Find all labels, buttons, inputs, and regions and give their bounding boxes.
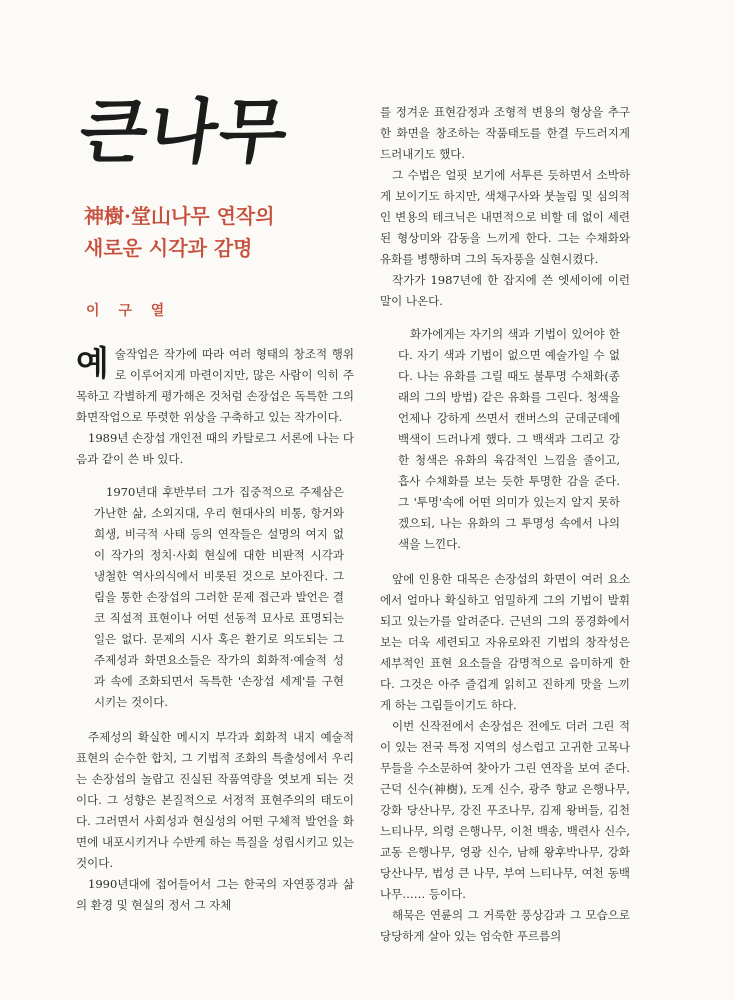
- left-paragraph-2: 1989년 손장섭 개인전 때의 카탈로그 서론에 나는 다음과 같이 쓴 바 있다.: [76, 431, 354, 466]
- right-paragraph-2: 그 수법은 얼핏 보기에 서투른 듯하면서 소박하게 보이기도 하지만, 색채구사와 붓놀림 및 심의적인 변용의 테크닉은 내면적으로 비할 데 없이 세련된 형상미와 감동을 느끼게 한다. 그는 수채화와 유화를 병행하며 그의 독자풍을 실현시켰다.: [380, 168, 630, 266]
- left-paragraph-1: [76, 344, 354, 428]
- subtitle-line-2: 새로운 시각과 감명: [84, 236, 253, 260]
- drop-cap: 예: [76, 344, 109, 384]
- left-block-quote: 1970년대 후반부터 그가 집중적으로 주제삼은 가난한 삶, 소외지대, 우리 현대사의 비통, 항거와 희생, 비극적 사태 등의 연작들은 설명의 여지 없이 작가의 정치·사회 현실에 대한 비판적 시각과 냉철한 역사의식에서 비롯된 것으로 보아진다. 그림을 통한 손장섭의 그러한 문제 접근과 발언은 결코 직설적 표현이나 어떤 선동적 묘사로 표명되는 일은 없다. 문제의 시사 혹은 환기로 의도되는 그 주제성과 화면요소들은 작가의 회화적·예술적 성과 속에 조화되면서 독특한 '손장섭 세계'를 구현시키는 것이다.: [94, 485, 344, 709]
- left-column: [76, 344, 354, 916]
- author-name: 이 구 열: [86, 303, 172, 319]
- right-paragraph-3: 작가가 1987년에 한 잡지에 쓴 엣세이에 이런 말이 나온다.: [380, 273, 630, 308]
- right-paragraph-1: 를 정겨운 표현감정과 조형적 변용의 형상을 추구한 화면을 창조하는 작품태도를 한결 두드러지게 드러내기도 했다.: [380, 105, 630, 161]
- left-paragraph-1-text: 술작업은 작가에 따라 여러 형태의 창조적 행위로 이루어지게 마련이지만, 많은 사람이 익히 주목하고 각별하게 평가해온 것처럼 손장섭은 독특한 그의 화면작업으로 뚜렷한 위상을 구축하고 있는 작가이다.: [76, 347, 354, 424]
- subtitle-line-1: 神樹·堂山나무 연작의: [84, 204, 275, 228]
- right-paragraph-4: 앞에 인용한 대목은 손장섭의 화면이 여러 요소에서 얼마나 확실하고 엄밀하게 그의 기법이 발휘되고 있는가를 알려준다. 근년의 그의 풍경화에서 보는 더욱 세련되고 자유로와진 기법의 창작성은 세부적인 표현 요소들을 감명적으로 음미하게 한다. 그것은 아주 즐겁게 읽히고 진하게 맛을 느끼게 하는 그림들이기도 하다.: [380, 572, 630, 712]
- right-column: [380, 102, 630, 947]
- left-paragraph-3: 주제성의 확실한 메시지 부각과 회화적 내지 예술적 표현의 순수한 합치, 그 기법적 조화의 특출성에서 우리는 손장섭의 놀랍고 진실된 작품역량을 엿보게 되는 것이다. 그 성향은 본질적으로 서정적 표현주의의 태도이다. 그러면서 사회성과 현실성의 어떤 구체적 발언을 화면에 내포시키거나 수반케 하는 특질을 성립시키고 있는 것이다.: [76, 730, 354, 870]
- right-paragraph-6: 해묵은 연륜의 그 거룩한 풍상감과 그 모습으로 당당하게 살아 있는 엄숙한 푸르름의: [380, 908, 630, 943]
- right-paragraph-5: 이번 신작전에서 손장섭은 전에도 더러 그린 적이 있는 전국 특정 지역의 성스럽고 고귀한 고목나무들을 수소문하여 찾아가 그린 연작을 보여 준다. 근덕 신수(神樹), 도계 신수, 광주 향교 은행나무, 강화 당산나무, 강진 푸조나무, 김제 왕버들, 김천 느티나무, 의령 은행나무, 이천 백송, 백련사 신수, 교동 은행나무, 영광 신수, 남해 왕후박나무, 강화 당산나무, 법성 큰 나무, 부여 느티나무, 여천 동백나무…… 등이다.: [380, 719, 630, 901]
- article-title: 큰나무: [74, 90, 295, 173]
- right-block-quote: 화가에게는 자기의 색과 기법이 있어야 한다. 자기 색과 기법이 없으면 예술가일 수 없다. 나는 유화를 그릴 때도 불투명 수채화(종래의 그의 방법) 같은 유화를 그린다. 청색을 언제나 강하게 쓰면서 캔버스의 군데군데에 백색이 드러나게 했다. 그 백색과 그리고 강한 청색은 유화의 육감적인 느낌을 줄이고, 흡사 수채화를 보는 듯한 투명한 감을 준다. 그 '투명'속에 어떤 의미가 있는지 알지 못하겠으되, 나는 유화의 그 투명성 속에서 나의 색을 느낀다.: [398, 327, 620, 551]
- article-subtitle: [84, 200, 374, 264]
- left-paragraph-4: 1990년대에 접어들어서 그는 한국의 자연풍경과 삶의 환경 및 현실의 정서 그 자체: [76, 877, 354, 912]
